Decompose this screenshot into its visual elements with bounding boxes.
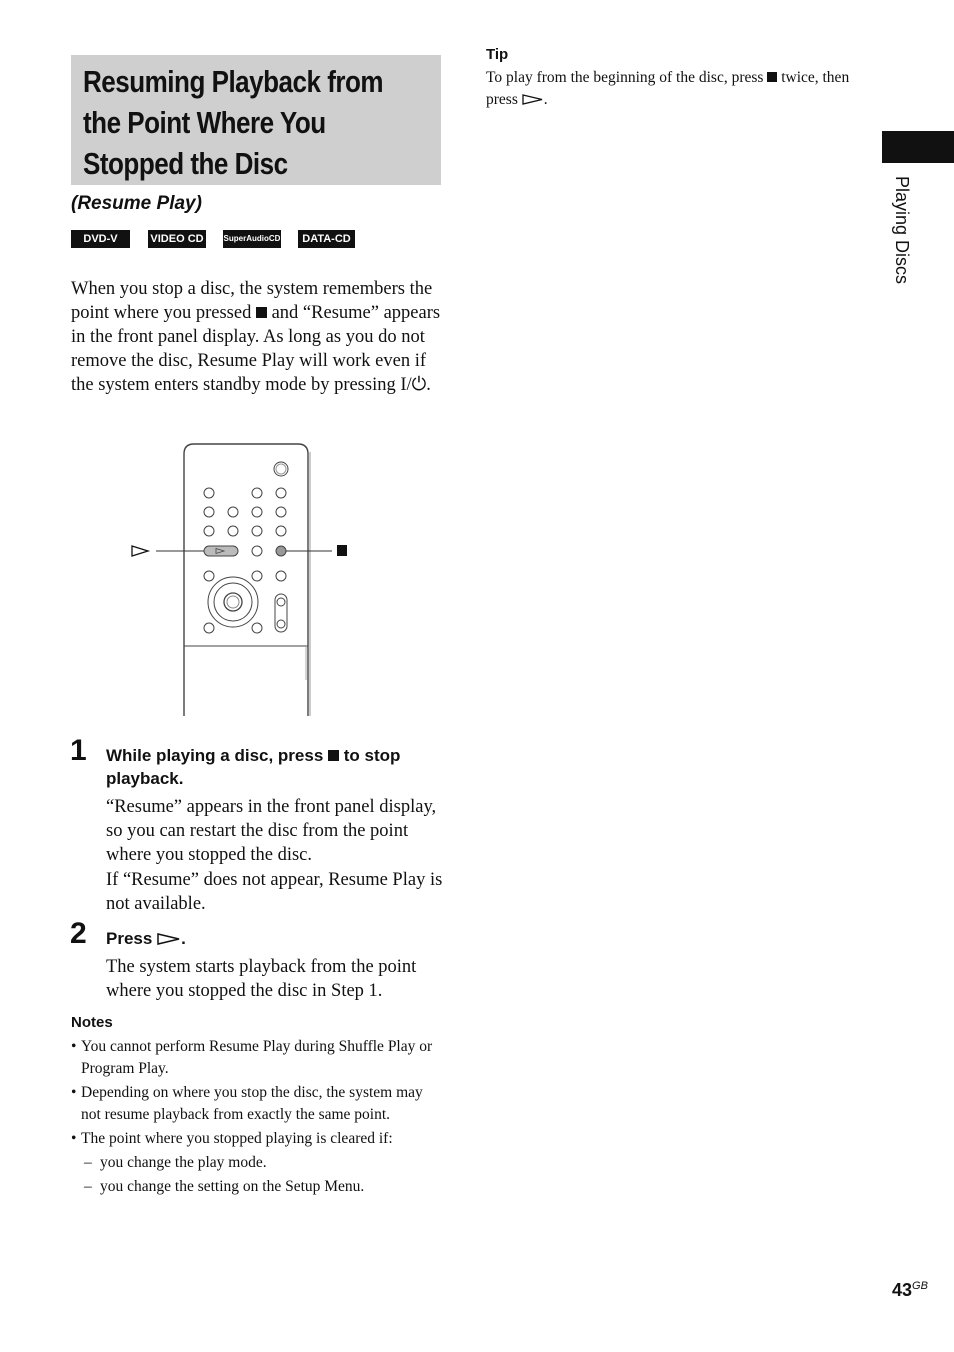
intro-text-1: When you stop a disc, the system remembers the point where you pressed bbox=[71, 279, 433, 323]
step-1-heading: While playing a disc, press to stop playback. bbox=[106, 746, 401, 788]
tip-text: To play from the beginning of the disc, press twice, then press . bbox=[486, 69, 850, 108]
disc-type-badges bbox=[71, 230, 361, 248]
play-callout-icon bbox=[132, 546, 148, 556]
section-tab-marker bbox=[882, 131, 954, 163]
note-item: • Depending on where you stop the disc, the system may not resume playback from exactly the same point. bbox=[71, 1082, 443, 1126]
note-subitem: – you change the play mode. bbox=[71, 1152, 443, 1174]
subtitle: (Resume Play) bbox=[71, 193, 202, 214]
page-title-line-2: the Point Where You bbox=[83, 105, 326, 140]
stop-icon bbox=[256, 307, 267, 318]
stop-icon bbox=[328, 750, 339, 761]
step-2-number: 2 bbox=[70, 917, 87, 950]
step-1-body-2: If “Resume” does not appear, Resume Play is not available. bbox=[106, 870, 443, 914]
badge-super-audio-cd: SuperAudioCD bbox=[223, 230, 281, 248]
intro-text-2: and “Resume” appears in the front panel display. As long as you do not remove the disc, Resume Play will work even if the system enters standby mode by pressing bbox=[71, 303, 441, 395]
stop-icon bbox=[767, 72, 777, 82]
page-title-line-1: Resuming Playback from bbox=[83, 64, 384, 99]
power-icon: I/⏻ bbox=[400, 375, 427, 395]
section-side-label: Playing Discs bbox=[892, 176, 912, 285]
play-icon bbox=[522, 94, 544, 105]
notes-list bbox=[71, 1036, 443, 1200]
note-item: • You cannot perform Resume Play during Shuffle Play or Program Play. bbox=[71, 1036, 443, 1080]
step-2-body: The system starts playback from the point where you stopped the disc in Step 1. bbox=[106, 957, 417, 1001]
tip-heading: Tip bbox=[486, 46, 509, 63]
page-number: $43^{GB}$ bbox=[892, 1280, 928, 1300]
notes-heading: Notes bbox=[71, 1014, 113, 1031]
step-2-heading: Press . bbox=[106, 929, 186, 948]
title-box bbox=[71, 55, 441, 185]
remote-control-illustration bbox=[120, 440, 360, 718]
stop-callout-icon bbox=[337, 545, 347, 556]
intro-paragraph: When you stop a disc, the system remembers the point where you pressed and “Resume” appears in the front panel display. As long as you do not remove the disc, Resume Play will work even if the system enters standby mode by pressing I/⏻. bbox=[71, 279, 441, 395]
remote-drawing bbox=[120, 440, 360, 718]
note-item: • The point where you stopped playing is cleared if: bbox=[71, 1128, 443, 1150]
badge-video-cd: VIDEO CD bbox=[148, 230, 206, 248]
page-title-line-3: Stopped the Disc bbox=[83, 146, 288, 181]
step-1-number: 1 bbox=[70, 734, 87, 767]
play-icon bbox=[157, 933, 181, 945]
step-1-body-1: “Resume” appears in the front panel display, so you can restart the disc from the point where you stopped the disc. bbox=[106, 797, 437, 865]
note-subitem: – you change the setting on the Setup Menu. bbox=[71, 1176, 443, 1198]
badge-data-cd: DATA-CD bbox=[298, 230, 355, 248]
badge-dvd-v: DVD-V bbox=[71, 230, 130, 248]
